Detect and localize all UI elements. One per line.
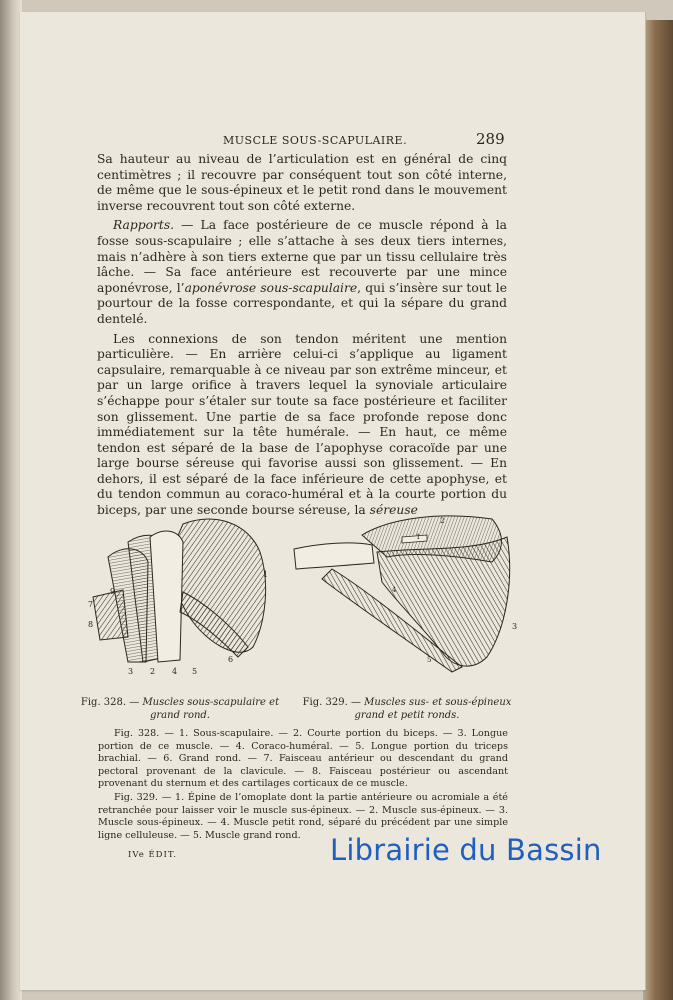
figure-329-illustration xyxy=(292,507,517,672)
figure-328-caption: Fig. 328. — Muscles sous-scapulaire et grand rond. xyxy=(80,697,280,721)
fig328-label-1: 1 xyxy=(263,570,269,579)
rapports-heading: Rapports. xyxy=(113,218,175,233)
italic-term: séreuse xyxy=(369,503,418,518)
fig329-label-5: 5 xyxy=(427,656,432,664)
fig329-label-2: 2 xyxy=(440,517,445,525)
page-number: 289 xyxy=(476,130,505,148)
fig328-label-2: 2 xyxy=(150,667,156,676)
paragraph-1: Sa hauteur au niveau de l’articulation est en général de cinq centimètres ; il recouvre par conséquent tout son côté interne, de même que le sous-épineux et le petit rond dans le mouvement inverse recouvrent tout son côté externe. xyxy=(97,152,507,213)
fig329-label-4: 4 xyxy=(392,586,397,594)
figure-329-caption: Fig. 329. — Muscles sus- et sous-épineux grand et petit ronds. xyxy=(302,697,512,721)
edition-mark: IVe ÉDIT. xyxy=(128,850,177,860)
body-text xyxy=(97,152,507,523)
italic-term: aponévrose sous-scapulaire xyxy=(184,280,358,295)
figure-329 xyxy=(292,507,517,672)
running-title: MUSCLE SOUS-SCAPULAIRE. xyxy=(223,134,408,147)
paragraph-3: Les connexions de son tendon méritent une mention particulière. — En arrière celui-ci s’applique au ligament capsulaire, remarquable à ce niveau par son extrême minceur, et par un large orifice à travers lequel la synoviale articulaire s’échappe pour s’étaler sur toute sa face postérieure et faciliter son glissement. Une partie de sa face profonde repose donc immédiatement sur la tête humérale. — En haut, ce même tendon est séparé de la base de l’apophyse coracoïde par une large bourse séreuse qui favorise aussi son glissement. — En dehors, il est séparé de la face inférieure de cette apophyse, et du tendon commun au coraco-huméral et à la courte portion du biceps, par une seconde bourse séreuse, la séreuse xyxy=(97,331,507,518)
fig328-label-8: 8 xyxy=(88,620,94,629)
watermark: Librairie du Bassin xyxy=(330,833,602,867)
figure-328-legend: Fig. 328. — 1. Sous-scapulaire. — 2. Courte portion du biceps. — 3. Longue portion de ce muscle. — 4. Coraco-huméral. — 5. Longue portion du triceps brachial. — 6. Grand rond. — 7. Faisceau antérieur ou descendant du grand pectoral provenant de la clavicule. — 8. Faisceau postérieur ou ascendant provenant du sternum et des cartilages corticaux de ce muscle. xyxy=(98,728,508,790)
figure-328-illustration xyxy=(88,512,278,676)
fig328-label-7: 7 xyxy=(88,600,94,609)
page-header xyxy=(20,130,645,150)
fig328-label-3: 3 xyxy=(128,667,134,676)
fig329-label-3: 3 xyxy=(512,622,518,631)
fig329-label-1: 1 xyxy=(416,533,421,541)
fig328-label-9: 9 xyxy=(110,587,116,596)
book-spine-edge xyxy=(0,0,22,1000)
figure-328 xyxy=(88,512,278,676)
paragraph-2: Rapports. — La face postérieure de ce muscle répond à la fosse sous-scapulaire ; elle s’attache à ses deux tiers internes, mais n’adhère à son tiers externe que par un tissu cellulaire très lâche. — Sa face antérieure est recouverte par une mince aponévrose, l’aponévrose sous-scapulaire, qui s’insère sur tout le pourtour de la fosse correspondante, et qui la sépare du grand dentelé. xyxy=(97,218,507,326)
fig328-label-5: 5 xyxy=(192,667,198,676)
fig328-label-6: 6 xyxy=(228,655,234,664)
figure-329-legend: Fig. 329. — 1. Épine de l’omoplate dont la partie antérieure ou acromiale a été retranchée pour laisser voir le muscle sus-épineux. — 2. Muscle sus-épineux. — 3. Muscle sous-épineux. — 4. Muscle petit rond, séparé du précédent par une simple ligne celluleuse. — 5. Muscle grand rond. xyxy=(98,792,508,841)
fig328-label-4: 4 xyxy=(172,667,178,676)
page-stack-edge xyxy=(643,20,673,1000)
